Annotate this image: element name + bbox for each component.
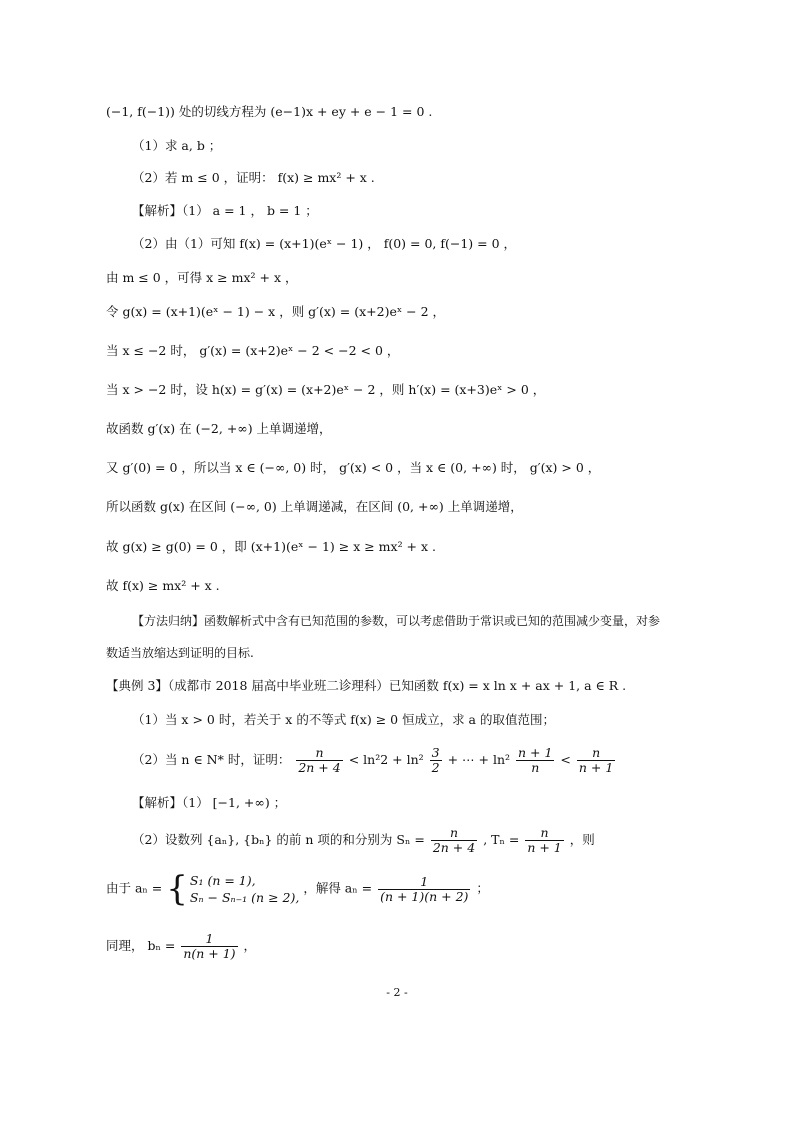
solution-line-6: 故函数 g′(x) 在 (−2, +∞) 上单调递增，: [106, 421, 332, 436]
numerator: n: [296, 746, 342, 761]
method-summary-line-2: 数适当放缩达到证明的目标.: [106, 646, 254, 660]
denominator: n(n + 1): [183, 946, 236, 961]
example-3-solution-heading: 【解析】（1） [−1, +∞) ；: [132, 795, 287, 810]
solution-line-4: 当 x ≤ −2 时， g′(x) = (x+2)eˣ − 2 < −2 < 0 ，: [106, 343, 400, 358]
q2-prefix: （2）当 n ∈ N* 时，证明：: [132, 752, 291, 767]
denominator: (n + 1)(n + 2): [380, 888, 469, 904]
denominator: n + 1: [527, 840, 562, 855]
sums-middle: , Tₙ =: [483, 832, 520, 847]
an-suffix: ；: [476, 880, 489, 896]
numerator: 1: [378, 875, 470, 890]
case-2: Sₙ − Sₙ₋₁ (n ≥ 2),: [189, 890, 300, 905]
solution-bn: [106, 932, 256, 961]
solution-line-9: 故 g(x) ≥ g(0) = 0 ，即 (x+1)(eˣ − 1) ≥ x ≥ mx² + x .: [106, 539, 436, 554]
sums-prefix: （2）设数列 {aₙ}, {bₙ} 的前 n 项的和分别为 Sₙ =: [132, 832, 425, 847]
numerator: n: [431, 826, 477, 841]
question-2: （2）若 m ≤ 0 ，证明： f(x) ≥ mx² + x .: [132, 170, 375, 185]
solution-line-8: 所以函数 g(x) 在区间 (−∞, 0) 上单调递减，在区间 (0, +∞) 上单调递增，: [106, 499, 523, 514]
solution-heading: 【解析】（1） a = 1 ， b = 1 ；: [132, 203, 318, 218]
solution-line-3: 令 g(x) = (x+1)(eˣ − 1) − x ，则 g′(x) = (x+2)eˣ − 2 ，: [106, 304, 446, 319]
solution-line-10: 故 f(x) ≥ mx² + x .: [106, 578, 220, 593]
solution-line-7: 又 g′(0) = 0 ，所以当 x ∈ (−∞, 0) 时， g′(x) < 0 ，当 x ∈ (0, +∞) 时， g′(x) > 0 ，: [106, 460, 601, 475]
fraction-n-over-n1: [577, 746, 615, 775]
solution-line-5: 当 x > −2 时，设 h(x) = g′(x) = (x+2)eˣ − 2 ，则 h′(x) = (x+3)eˣ > 0 ，: [106, 382, 546, 397]
denominator: n: [531, 760, 540, 775]
case-1: S₁ (n = 1),: [189, 873, 256, 888]
fraction-Tn: [525, 826, 563, 855]
left-brace: {: [166, 869, 188, 909]
question-1: （1）求 a, b ；: [132, 138, 222, 153]
denominator: 2n + 4: [298, 760, 341, 775]
an-prefix: 由于 aₙ =: [106, 880, 163, 896]
method-summary-line-1: 【方法归纳】函数解析式中含有已知范围的参数，可以考虑借助于常识或已知的范围减少变量，对参: [132, 614, 661, 628]
text-line-1: (−1, f(−1)) 处的切线方程为 (e−1)x + ey + e − 1 = 0 .: [106, 104, 433, 119]
solution-line-2: 由 m ≤ 0 ，可得 x ≥ mx² + x ，: [106, 270, 298, 285]
solution-an-derivation: [106, 869, 489, 909]
inequality-less: <: [560, 752, 571, 767]
solution-line-1: （2）由（1）可知 f(x) = (x+1)(eˣ − 1) ， f(0) = 0, f(−1) = 0 ，: [132, 236, 517, 251]
numerator: n + 1: [518, 745, 553, 760]
solution-sequence-sums: [132, 826, 595, 855]
inequality-middle: < ln²2 + ln²: [348, 752, 424, 767]
fraction-n1-over-n: [516, 746, 554, 775]
an-middle: ，解得 aₙ =: [303, 880, 373, 896]
numerator: n: [577, 746, 615, 761]
denominator: n + 1: [578, 760, 614, 775]
example-3-question-1: （1）当 x > 0 时，若关于 x 的不等式 f(x) ≥ 0 恒成立，求 a 的取值范围；: [132, 712, 555, 727]
fraction-bn: [181, 932, 237, 961]
bn-prefix: 同理， bₙ =: [106, 938, 176, 953]
numerator: 3: [431, 745, 440, 760]
example-3-question-2: [132, 746, 617, 775]
fraction-n-over-2n4: [296, 746, 342, 775]
numerator: n: [525, 826, 563, 841]
fraction-3-over-2: [430, 746, 442, 775]
denominator: 2: [431, 760, 440, 775]
bn-suffix: ，: [243, 938, 257, 953]
piecewise-cases: [166, 869, 300, 909]
inequality-ellipsis: + ⋯ + ln²: [447, 752, 511, 767]
page-number: - 2 -: [386, 986, 408, 999]
cases-list: [190, 872, 299, 906]
fraction-Sn: [431, 826, 477, 855]
denominator: 2n + 4: [432, 840, 476, 855]
numerator: 1: [181, 932, 237, 947]
example-3-heading: 【典例 3】（成都市 2018 届高中毕业班二诊理科）已知函数 f(x) = x ln x + ax + 1, a ∈ R .: [106, 678, 627, 693]
sums-suffix: ，则: [569, 832, 595, 847]
fraction-an: [378, 875, 470, 904]
